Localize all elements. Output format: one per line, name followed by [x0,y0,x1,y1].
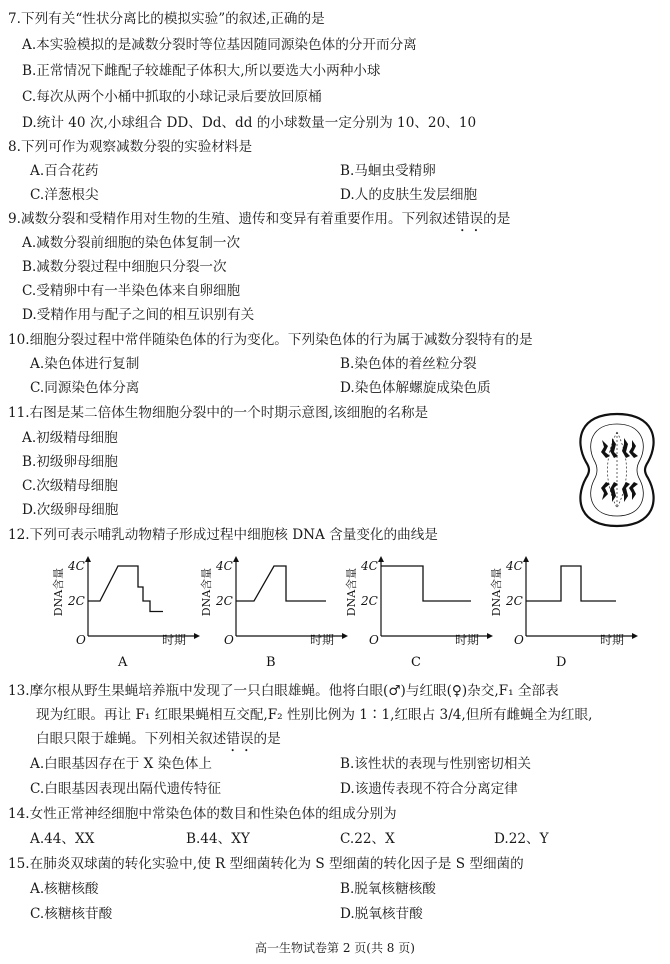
q13-option-a: A.白眼基因存在于 X 染色体上 [30,756,212,772]
q10-option-b: B.染色体的着丝粒分裂 [340,356,477,372]
q14-option-a: A.44、XX [30,831,95,847]
graph-D-y-arrow [523,556,529,562]
q11-stem: 11.右图是某二倍体生物细胞分裂中的一个时期示意图,该细胞的名称是 [8,405,429,421]
q11-option-c: C.次级精母细胞 [22,478,118,494]
graph-D-x-label: 时期 [600,633,625,647]
graph-B-tick-2c: 2C [216,594,233,608]
q7-stem: 7.下列有关“性状分离比的模拟实验”的叙述,正确的是 [8,11,325,27]
q8-stem: 8.下列可作为观察减数分裂的实验材料是 [8,139,253,155]
q11-option-d: D.次级卵母细胞 [22,502,119,518]
graph-B-x-label: 时期 [310,633,335,647]
q9-option-a: A.减数分裂前细胞的染色体复制一次 [22,235,241,251]
q9-option-b: B.减数分裂过程中细胞只分裂一次 [22,259,227,275]
q14-stem: 14.女性正常神经细胞中常染色体的数目和性染色体的组成分别为 [8,806,397,822]
graph-C-origin: O [369,633,379,647]
q15-option-d: D.脱氧核苷酸 [340,906,423,922]
graph-B-caption: B [266,655,276,670]
graph-D-x-arrow [632,633,638,639]
graph-B-x-arrow [342,633,348,639]
q13-line2: 现为红眼。再让 F₁ 红眼果蝇相互交配,F₂ 性别比例为 1∶1,红眼占 3/4,但所有雌蝇全为红眼, [36,707,593,723]
graph-D-curve [526,566,616,601]
graph-C-y-arrow [378,556,384,562]
q9-stem-pre: 9.减数分裂和受精作用对生物的生殖、遗传和变异有着重要作用。下列叙述 [8,211,456,227]
graph-A-y-label: DNA含量 [52,567,65,617]
q15-option-a: A.核糖核酸 [30,881,99,897]
q7-option-b: B.正常情况下雌配子较雄配子体积大,所以要选大小两种小球 [22,63,381,79]
q13-line3-pre: 白眼只限于雄蝇。下列相关叙述 [36,731,227,747]
q13-line3-emphasis: 错误 [226,731,254,747]
q10-option-d: D.染色体解螺旋成染色质 [340,380,491,396]
graph-A-curve [88,566,163,612]
q10-stem: 10.细胞分裂过程中常伴随染色体的行为变化。下列染色体的行为属于减数分裂特有的是 [8,332,533,348]
q9-stem-post: 的是 [483,211,511,227]
q7-option-d: D.统计 40 次,小球组合 DD、Dd、dd 的小球数量一定分别为 10、20、10 [22,115,477,131]
graph-A-x-arrow [194,633,200,639]
graph-A-x-label: 时期 [162,633,187,647]
graph-A-tick-2c: 2C [68,594,85,608]
q9-option-d: D.受精作用与配子之间的相互识别有关 [22,307,255,323]
q9-stem [8,211,510,235]
cell-division-diagram [572,410,662,530]
q12-stem: 12.下列可表示哺乳动物精子形成过程中细胞核 DNA 含量变化的曲线是 [8,527,438,543]
graph-B-tick-4c: 4C [216,559,233,573]
graph-D-tick-2c: 2C [506,594,523,608]
graph-B-y-arrow [233,556,239,562]
graph-B-origin: O [224,633,234,647]
page-footer: 高一生物试卷第 2 页(共 8 页) [255,941,415,955]
graph-C-x-label: 时期 [455,633,480,647]
q11-option-b: B.初级卵母细胞 [22,454,118,470]
graph-A-y-arrow [85,556,91,562]
q9-option-c: C.受精卵中有一半染色体来自卵细胞 [22,283,241,299]
graph-D-y-label: DNA含量 [490,567,503,617]
graph-C-x-arrow [487,633,493,639]
graph-A-caption: A [118,655,128,670]
q14-option-d: D.22、Y [494,831,549,847]
graph-C-y-label: DNA含量 [345,567,358,617]
graph-C-tick-4c: 4C [361,559,378,573]
graph-C-curve [381,566,471,601]
graph-A-tick-4c: 4C [68,559,85,573]
q15-stem: 15.在肺炎双球菌的转化实验中,使 R 型细菌转化为 S 型细菌的转化因子是 S 型细菌的 [8,856,524,872]
graph-C-caption: C [411,655,421,670]
graph-D-caption: D [556,655,567,670]
q13-option-b: B.该性状的表现与性别密切相关 [340,756,532,772]
q15-option-b: B.脱氧核糖核酸 [340,881,436,897]
q13-line3 [36,731,281,755]
q14-option-b: B.44、XY [186,831,250,847]
q7-option-a: A.本实验模拟的是减数分裂时等位基因随同源染色体的分开而分离 [22,37,417,53]
graph-D-origin: O [514,633,524,647]
q9-stem-emphasis: 错误 [455,211,484,227]
q13-option-d: D.该遗传表现不符合分离定律 [340,781,518,797]
graph-B-curve [236,566,326,601]
q13-option-c: C.白眼基因表现出隔代遗传特征 [30,781,221,797]
q8-option-b: B.马蛔虫受精卵 [340,163,436,179]
q8-option-a: A.百合花药 [30,163,99,179]
q10-option-c: C.同源染色体分离 [30,380,140,396]
q10-option-a: A.染色体进行复制 [30,356,140,372]
q7-option-c: C.每次从两个小桶中抓取的小球记录后要放回原桶 [22,89,322,105]
q11-option-a: A.初级精母细胞 [22,430,118,446]
dna-content-graphs [0,548,670,673]
graph-A-origin: O [76,633,86,647]
graph-B-y-label: DNA含量 [200,567,213,617]
q8-option-d: D.人的皮肤生发层细胞 [340,187,478,203]
q8-option-c: C.洋葱根尖 [30,187,99,203]
q15-option-c: C.核糖核苷酸 [30,906,113,922]
q13-line3-post: 的是 [253,731,281,747]
q13-line1: 13.摩尔根从野生果蝇培养瓶中发现了一只白眼雄蝇。他将白眼(♂)与红眼(♀)杂交,F₁ 全部表 [8,683,559,699]
graph-C-tick-2c: 2C [361,594,378,608]
q14-option-c: C.22、X [340,831,395,847]
graph-D-tick-4c: 4C [506,559,523,573]
